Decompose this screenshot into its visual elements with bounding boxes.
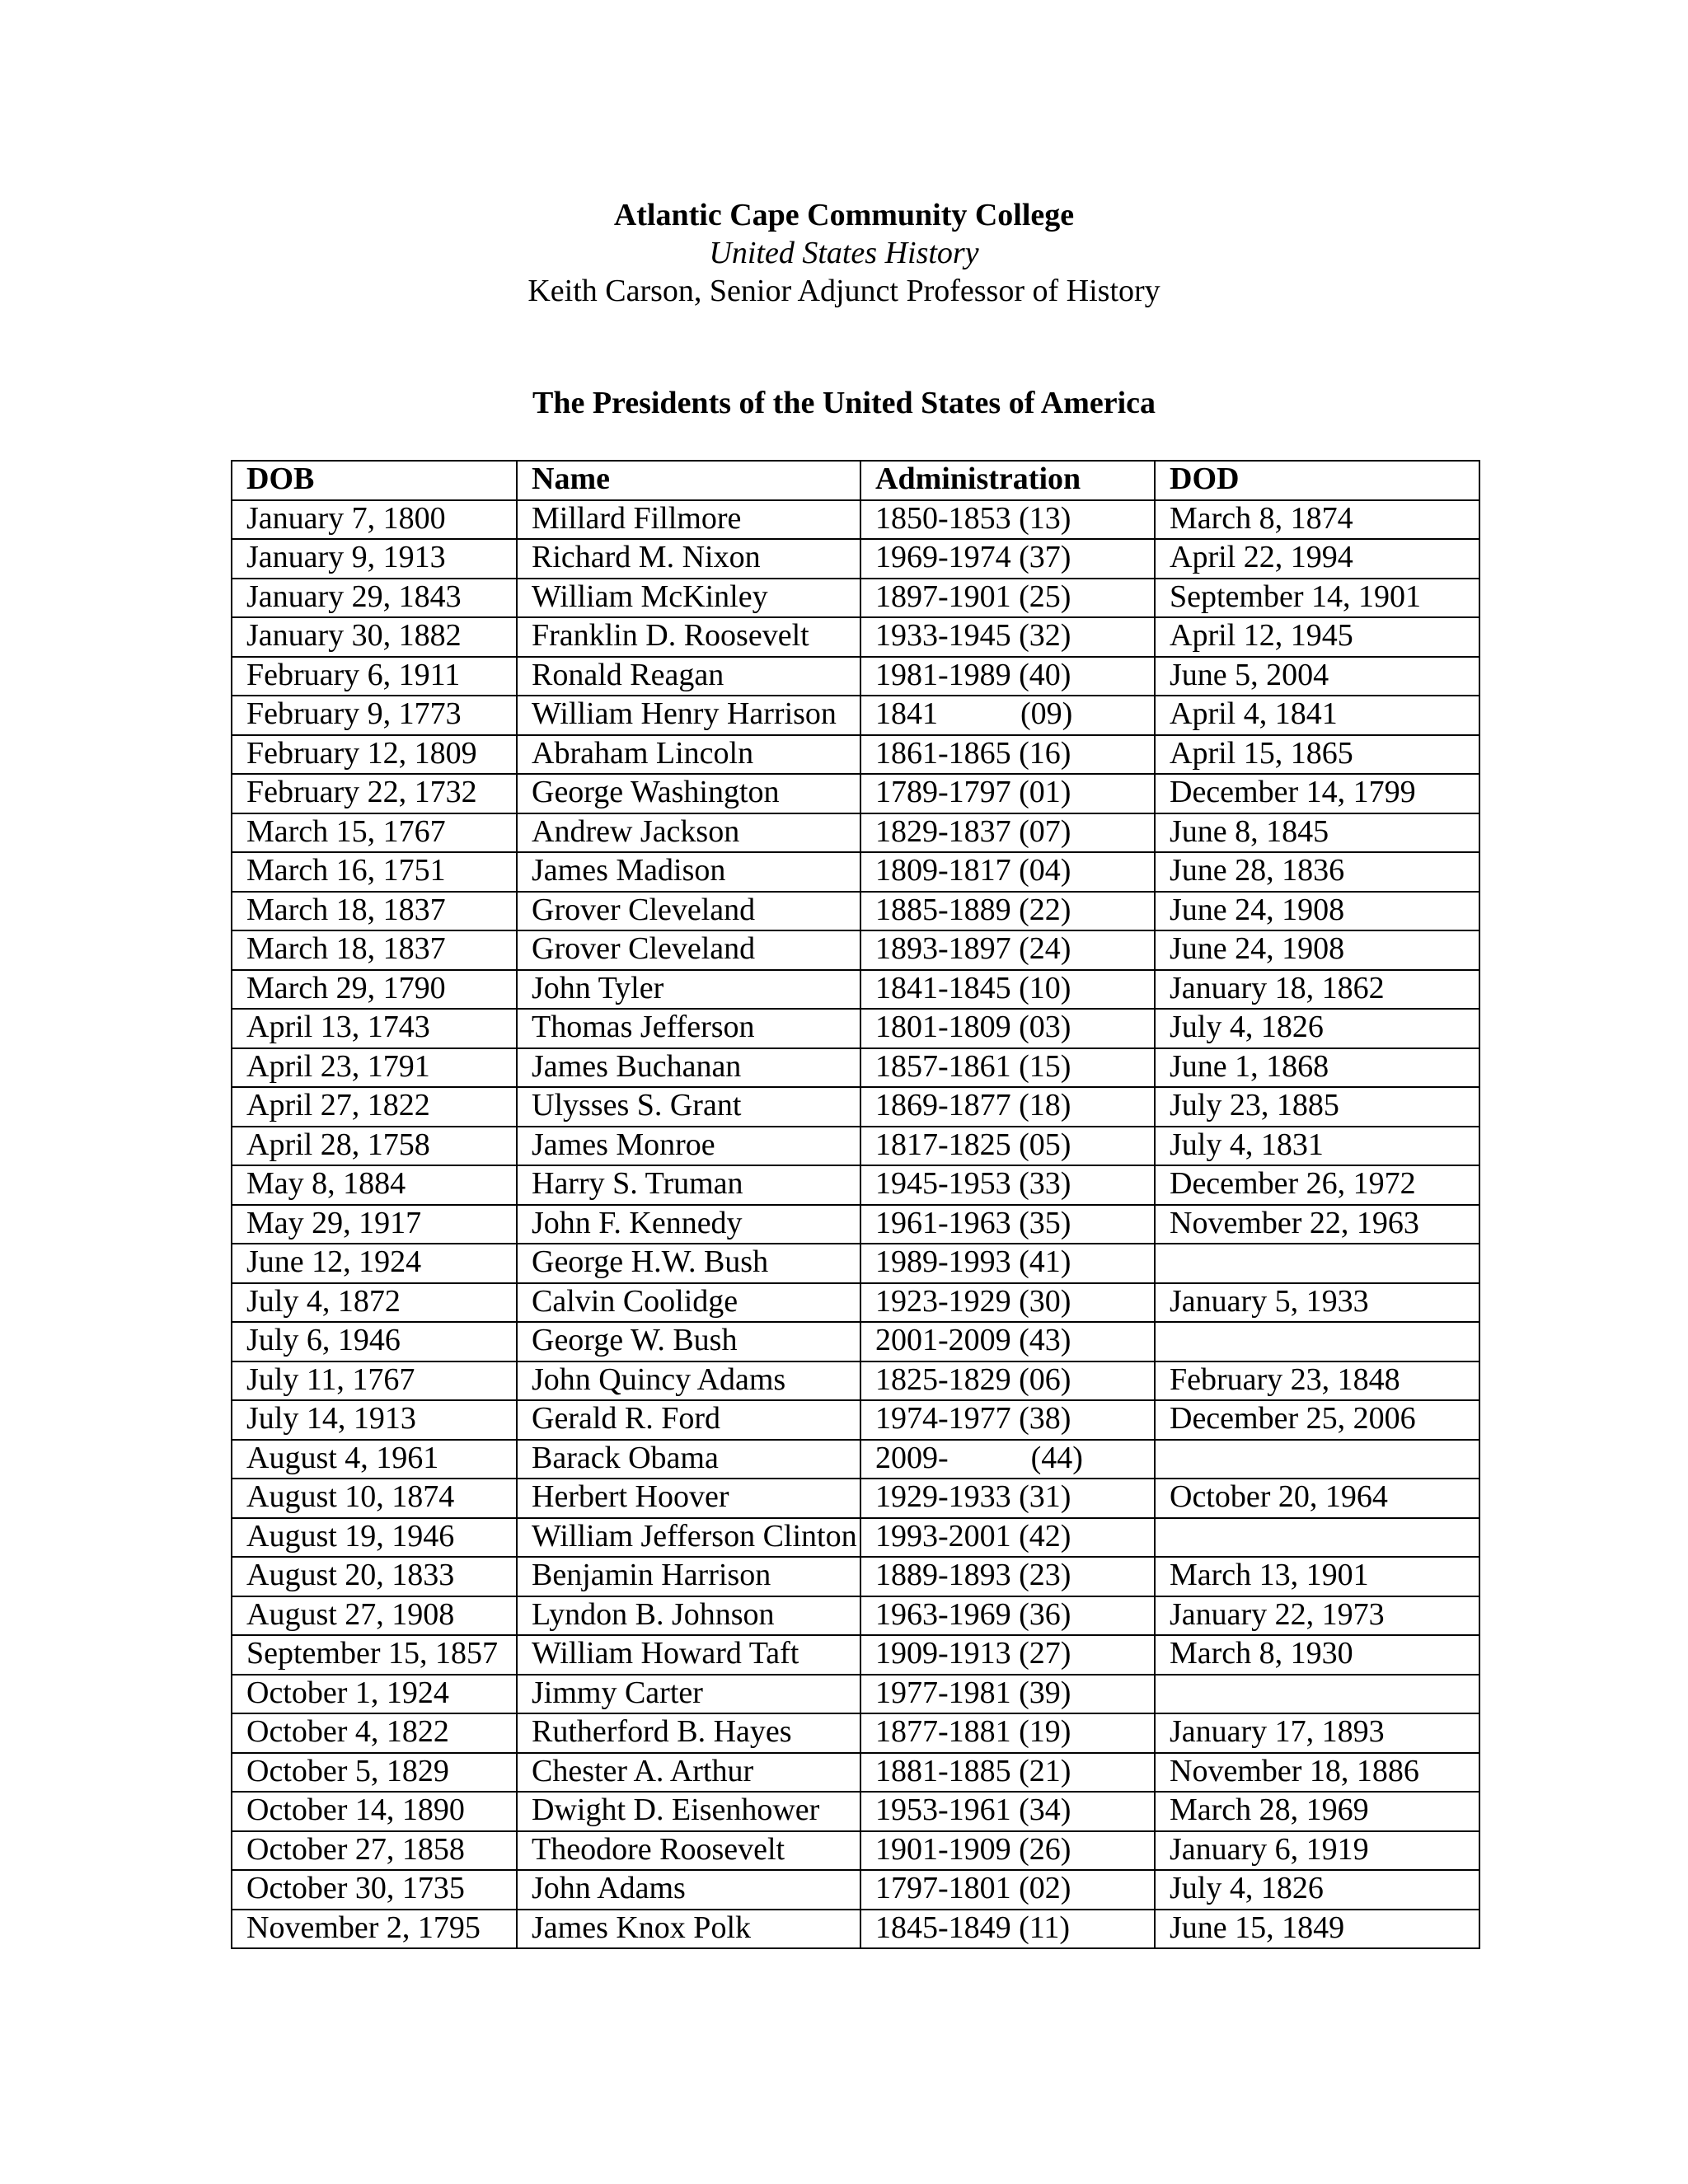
table-row bbox=[232, 1009, 1479, 1048]
column-header-name: Name bbox=[517, 461, 860, 500]
dob-cell: July 4, 1872 bbox=[232, 1283, 517, 1323]
dod-cell: January 22, 1973 bbox=[1155, 1596, 1479, 1636]
table-row bbox=[232, 1557, 1479, 1596]
administration-cell: 1797-1801 (02) bbox=[860, 1870, 1155, 1910]
administration-cell: 1945-1953 (33) bbox=[860, 1165, 1155, 1205]
dob-cell: January 7, 1800 bbox=[232, 500, 517, 540]
administration-cell: 1889-1893 (23) bbox=[860, 1557, 1155, 1596]
dob-cell: April 27, 1822 bbox=[232, 1087, 517, 1127]
name-cell: John F. Kennedy bbox=[517, 1205, 860, 1244]
administration-cell bbox=[860, 1440, 1155, 1479]
name-cell: Millard Fillmore bbox=[517, 500, 860, 540]
administration-cell: 1909-1913 (27) bbox=[860, 1635, 1155, 1675]
dob-cell: July 11, 1767 bbox=[232, 1361, 517, 1401]
table-row bbox=[232, 1361, 1479, 1401]
name-cell: John Quincy Adams bbox=[517, 1361, 860, 1401]
name-cell: Grover Cleveland bbox=[517, 892, 860, 931]
administration-cell: 1841-1845 (10) bbox=[860, 970, 1155, 1010]
administration-cell: 1885-1889 (22) bbox=[860, 892, 1155, 931]
administration-cell: 1861-1865 (16) bbox=[860, 735, 1155, 775]
table-row bbox=[232, 1910, 1479, 1949]
dod-cell: April 15, 1865 bbox=[1155, 735, 1479, 775]
dod-cell: June 5, 2004 bbox=[1155, 657, 1479, 696]
dob-cell: February 9, 1773 bbox=[232, 696, 517, 735]
administration-cell: 1993-2001 (42) bbox=[860, 1518, 1155, 1558]
dod-cell: June 28, 1836 bbox=[1155, 852, 1479, 892]
dob-cell: October 14, 1890 bbox=[232, 1792, 517, 1831]
dob-cell: March 16, 1751 bbox=[232, 852, 517, 892]
dob-cell: February 22, 1732 bbox=[232, 774, 517, 813]
dob-cell: October 30, 1735 bbox=[232, 1870, 517, 1910]
table-row bbox=[232, 735, 1479, 775]
name-cell: James Knox Polk bbox=[517, 1910, 860, 1949]
table-row bbox=[232, 774, 1479, 813]
dob-cell: January 30, 1882 bbox=[232, 617, 517, 657]
dob-cell: March 29, 1790 bbox=[232, 970, 517, 1010]
administration-cell: 1801-1809 (03) bbox=[860, 1009, 1155, 1048]
name-cell: Grover Cleveland bbox=[517, 930, 860, 970]
dod-cell: June 24, 1908 bbox=[1155, 892, 1479, 931]
dod-cell: January 6, 1919 bbox=[1155, 1831, 1479, 1871]
administration-cell: 1877-1881 (19) bbox=[860, 1713, 1155, 1753]
name-cell: Chester A. Arthur bbox=[517, 1753, 860, 1793]
dod-cell: November 18, 1886 bbox=[1155, 1753, 1479, 1793]
administration-cell: 1963-1969 (36) bbox=[860, 1596, 1155, 1636]
table-row bbox=[232, 1087, 1479, 1127]
name-cell: Thomas Jefferson bbox=[517, 1009, 860, 1048]
administration-cell: 1893-1897 (24) bbox=[860, 930, 1155, 970]
name-cell: Abraham Lincoln bbox=[517, 735, 860, 775]
administration-cell: 1989-1993 (41) bbox=[860, 1244, 1155, 1283]
table-row bbox=[232, 1400, 1479, 1440]
name-cell: William Jefferson Clinton bbox=[517, 1518, 860, 1558]
course-name: United States History bbox=[709, 236, 979, 270]
table-row bbox=[232, 970, 1479, 1010]
table-row bbox=[232, 1518, 1479, 1558]
administration-cell: 1969-1974 (37) bbox=[860, 539, 1155, 579]
dod-cell: January 18, 1862 bbox=[1155, 970, 1479, 1010]
dod-cell: July 23, 1885 bbox=[1155, 1087, 1479, 1127]
name-cell: James Monroe bbox=[517, 1127, 860, 1166]
dod-cell: June 8, 1845 bbox=[1155, 813, 1479, 853]
administration-number: (09) bbox=[1020, 696, 1073, 731]
table-row bbox=[232, 930, 1479, 970]
administration-cell: 1850-1853 (13) bbox=[860, 500, 1155, 540]
dod-cell: September 14, 1901 bbox=[1155, 579, 1479, 618]
name-cell: Rutherford B. Hayes bbox=[517, 1713, 860, 1753]
name-cell: Ulysses S. Grant bbox=[517, 1087, 860, 1127]
dod-cell bbox=[1155, 1440, 1479, 1479]
table-row bbox=[232, 813, 1479, 853]
dob-cell: October 4, 1822 bbox=[232, 1713, 517, 1753]
table-row bbox=[232, 1675, 1479, 1714]
dob-cell: October 1, 1924 bbox=[232, 1675, 517, 1714]
dod-cell: July 4, 1826 bbox=[1155, 1009, 1479, 1048]
administration-cell: 1923-1929 (30) bbox=[860, 1283, 1155, 1323]
dod-cell: April 12, 1945 bbox=[1155, 617, 1479, 657]
dob-cell: August 10, 1874 bbox=[232, 1479, 517, 1518]
table-row bbox=[232, 1713, 1479, 1753]
table-row bbox=[232, 1831, 1479, 1871]
dob-cell: October 5, 1829 bbox=[232, 1753, 517, 1793]
administration-cell: 1933-1945 (32) bbox=[860, 617, 1155, 657]
administration-cell: 1897-1901 (25) bbox=[860, 579, 1155, 618]
dod-cell: October 20, 1964 bbox=[1155, 1479, 1479, 1518]
table-row bbox=[232, 852, 1479, 892]
table-row bbox=[232, 1596, 1479, 1636]
dod-cell: June 15, 1849 bbox=[1155, 1910, 1479, 1949]
table-row bbox=[232, 579, 1479, 618]
name-cell: Richard M. Nixon bbox=[517, 539, 860, 579]
administration-years: 2009- bbox=[875, 1440, 949, 1475]
dod-cell bbox=[1155, 1518, 1479, 1558]
dob-cell: March 18, 1837 bbox=[232, 930, 517, 970]
dod-cell: June 24, 1908 bbox=[1155, 930, 1479, 970]
column-header-dod: DOD bbox=[1155, 461, 1479, 500]
table-row bbox=[232, 1127, 1479, 1166]
table-row bbox=[232, 892, 1479, 931]
name-cell: Gerald R. Ford bbox=[517, 1400, 860, 1440]
dob-cell: March 15, 1767 bbox=[232, 813, 517, 853]
name-cell: John Tyler bbox=[517, 970, 860, 1010]
name-cell: Herbert Hoover bbox=[517, 1479, 860, 1518]
administration-cell: 1817-1825 (05) bbox=[860, 1127, 1155, 1166]
name-cell: Franklin D. Roosevelt bbox=[517, 617, 860, 657]
name-cell: Benjamin Harrison bbox=[517, 1557, 860, 1596]
dob-cell: August 4, 1961 bbox=[232, 1440, 517, 1479]
name-cell: James Madison bbox=[517, 852, 860, 892]
table-row bbox=[232, 1205, 1479, 1244]
table-row bbox=[232, 500, 1479, 540]
table-row bbox=[232, 1283, 1479, 1323]
dod-cell: April 4, 1841 bbox=[1155, 696, 1479, 735]
table-row bbox=[232, 1635, 1479, 1675]
table-row bbox=[232, 1479, 1479, 1518]
dob-cell: June 12, 1924 bbox=[232, 1244, 517, 1283]
dod-cell: February 23, 1848 bbox=[1155, 1361, 1479, 1401]
administration-cell bbox=[860, 696, 1155, 735]
administration-years: 1841 bbox=[875, 696, 938, 731]
dod-cell: July 4, 1826 bbox=[1155, 1870, 1479, 1910]
name-cell: Andrew Jackson bbox=[517, 813, 860, 853]
table-row bbox=[232, 1440, 1479, 1479]
name-cell: William McKinley bbox=[517, 579, 860, 618]
column-header-administration: Administration bbox=[860, 461, 1155, 500]
dob-cell: February 6, 1911 bbox=[232, 657, 517, 696]
name-cell: Barack Obama bbox=[517, 1440, 860, 1479]
dod-cell bbox=[1155, 1244, 1479, 1283]
administration-cell: 1981-1989 (40) bbox=[860, 657, 1155, 696]
name-cell: James Buchanan bbox=[517, 1048, 860, 1088]
document-header bbox=[0, 196, 1688, 310]
name-cell: Calvin Coolidge bbox=[517, 1283, 860, 1323]
administration-cell: 1869-1877 (18) bbox=[860, 1087, 1155, 1127]
dod-cell: June 1, 1868 bbox=[1155, 1048, 1479, 1088]
dob-cell: February 12, 1809 bbox=[232, 735, 517, 775]
dob-cell: July 6, 1946 bbox=[232, 1322, 517, 1361]
dob-cell: July 14, 1913 bbox=[232, 1400, 517, 1440]
name-cell: Ronald Reagan bbox=[517, 657, 860, 696]
name-cell: John Adams bbox=[517, 1870, 860, 1910]
table-row bbox=[232, 539, 1479, 579]
table-row bbox=[232, 657, 1479, 696]
dob-cell: January 9, 1913 bbox=[232, 539, 517, 579]
administration-cell: 1953-1961 (34) bbox=[860, 1792, 1155, 1831]
table-row bbox=[232, 1244, 1479, 1283]
table-row bbox=[232, 617, 1479, 657]
dob-cell: August 20, 1833 bbox=[232, 1557, 517, 1596]
name-cell: Lyndon B. Johnson bbox=[517, 1596, 860, 1636]
dob-cell: January 29, 1843 bbox=[232, 579, 517, 618]
name-cell: William Howard Taft bbox=[517, 1635, 860, 1675]
column-header-dob: DOB bbox=[232, 461, 517, 500]
dob-cell: April 13, 1743 bbox=[232, 1009, 517, 1048]
dod-cell: November 22, 1963 bbox=[1155, 1205, 1479, 1244]
dod-cell: March 28, 1969 bbox=[1155, 1792, 1479, 1831]
table-header-row bbox=[232, 461, 1479, 500]
dod-cell: December 26, 1972 bbox=[1155, 1165, 1479, 1205]
table-row bbox=[232, 1753, 1479, 1793]
name-cell: William Henry Harrison bbox=[517, 696, 860, 735]
administration-cell: 1789-1797 (01) bbox=[860, 774, 1155, 813]
name-cell: George Washington bbox=[517, 774, 860, 813]
administration-cell: 1961-1963 (35) bbox=[860, 1205, 1155, 1244]
dob-cell: April 23, 1791 bbox=[232, 1048, 517, 1088]
dob-cell: May 29, 1917 bbox=[232, 1205, 517, 1244]
dod-cell: April 22, 1994 bbox=[1155, 539, 1479, 579]
table-row bbox=[232, 696, 1479, 735]
dod-cell: March 13, 1901 bbox=[1155, 1557, 1479, 1596]
administration-number: (44) bbox=[1030, 1440, 1083, 1475]
administration-cell: 1829-1837 (07) bbox=[860, 813, 1155, 853]
dod-cell: March 8, 1874 bbox=[1155, 500, 1479, 540]
dob-cell: August 27, 1908 bbox=[232, 1596, 517, 1636]
name-cell: George W. Bush bbox=[517, 1322, 860, 1361]
dod-cell: December 14, 1799 bbox=[1155, 774, 1479, 813]
table-row bbox=[232, 1792, 1479, 1831]
dod-cell bbox=[1155, 1675, 1479, 1714]
dod-cell: March 8, 1930 bbox=[1155, 1635, 1479, 1675]
dob-cell: April 28, 1758 bbox=[232, 1127, 517, 1166]
name-cell: Dwight D. Eisenhower bbox=[517, 1792, 860, 1831]
college-name: Atlantic Cape Community College bbox=[613, 198, 1075, 232]
presidents-table bbox=[231, 460, 1480, 1949]
dob-cell: September 15, 1857 bbox=[232, 1635, 517, 1675]
dod-cell: July 4, 1831 bbox=[1155, 1127, 1479, 1166]
dod-cell: January 17, 1893 bbox=[1155, 1713, 1479, 1753]
administration-cell: 1825-1829 (06) bbox=[860, 1361, 1155, 1401]
administration-cell: 1809-1817 (04) bbox=[860, 852, 1155, 892]
name-cell: Harry S. Truman bbox=[517, 1165, 860, 1205]
dob-cell: November 2, 1795 bbox=[232, 1910, 517, 1949]
dob-cell: August 19, 1946 bbox=[232, 1518, 517, 1558]
administration-cell: 1929-1933 (31) bbox=[860, 1479, 1155, 1518]
dob-cell: May 8, 1884 bbox=[232, 1165, 517, 1205]
instructor-line: Keith Carson, Senior Adjunct Professor of History bbox=[528, 274, 1160, 308]
dob-cell: March 18, 1837 bbox=[232, 892, 517, 931]
administration-cell: 2001-2009 (43) bbox=[860, 1322, 1155, 1361]
dod-cell: January 5, 1933 bbox=[1155, 1283, 1479, 1323]
administration-cell: 1881-1885 (21) bbox=[860, 1753, 1155, 1793]
table-row bbox=[232, 1165, 1479, 1205]
administration-cell: 1901-1909 (26) bbox=[860, 1831, 1155, 1871]
name-cell: Jimmy Carter bbox=[517, 1675, 860, 1714]
table-row bbox=[232, 1870, 1479, 1910]
dob-cell: October 27, 1858 bbox=[232, 1831, 517, 1871]
table-row bbox=[232, 1048, 1479, 1088]
administration-cell: 1977-1981 (39) bbox=[860, 1675, 1155, 1714]
name-cell: George H.W. Bush bbox=[517, 1244, 860, 1283]
dod-cell: December 25, 2006 bbox=[1155, 1400, 1479, 1440]
administration-cell: 1857-1861 (15) bbox=[860, 1048, 1155, 1088]
name-cell: Theodore Roosevelt bbox=[517, 1831, 860, 1871]
dod-cell bbox=[1155, 1322, 1479, 1361]
administration-cell: 1974-1977 (38) bbox=[860, 1400, 1155, 1440]
table-row bbox=[232, 1322, 1479, 1361]
administration-cell: 1845-1849 (11) bbox=[860, 1910, 1155, 1949]
page-title: The Presidents of the United States of America bbox=[532, 386, 1156, 420]
